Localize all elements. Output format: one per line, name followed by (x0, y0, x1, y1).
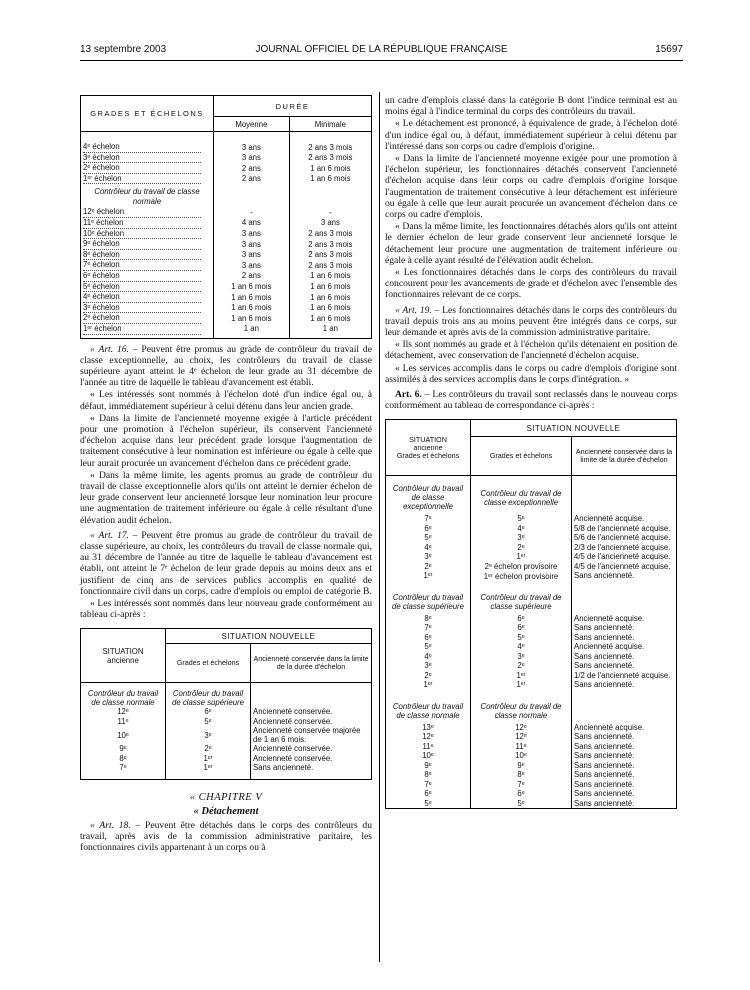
anciennete-cell: 4/5 de l'ancienneté acquise. (574, 561, 671, 571)
paragraph: un cadre d'emplois classé dans la catégorie B dont l'indice terminal est au moins égal à l'indice terminal du corps des contrôleurs du travail. (385, 95, 677, 118)
table-row (386, 552, 677, 562)
moyenne-cell: 3 ans (214, 260, 290, 271)
echelon-cell (81, 303, 214, 314)
section-empty (572, 476, 677, 515)
old-echelon-cell: 5ᵉ (386, 799, 471, 809)
table-row (386, 543, 677, 553)
new-echelon-cell: 1ᵉʳ (471, 680, 572, 690)
paragraph: « Dans la même limite, les fonctionnaires détachés alors qu'ils ont atteint le dernier échelon de leur grade conservent leur ancienneté lorsque le détachement leur procure une augmentation de traitement inférieure ou égale à celle ayant résulté de l'élévation audit échelon. (385, 221, 677, 266)
table1-head-minimale: Minimale (289, 117, 371, 132)
table-row (386, 770, 677, 780)
page-header (80, 44, 683, 58)
new-echelon-cell: 8ᵉ (471, 770, 572, 780)
table-row (386, 751, 677, 761)
new-echelon-cell: 2ᵉ (166, 744, 251, 754)
table-row (81, 163, 372, 174)
minimale-cell: 1 an 6 mois (289, 282, 371, 293)
old-echelon-cell: 9ᵉ (81, 744, 166, 754)
anciennete-cell: Ancienneté acquise. (574, 613, 645, 623)
new-echelon-cell: 3ᵉ (166, 726, 251, 744)
table-row (386, 661, 677, 671)
new-echelon-cell: 11ᵉ (471, 742, 572, 752)
minimale-cell: 2 ans 3 mois (289, 153, 371, 164)
anciennete-cell: Ancienneté acquise. (574, 642, 645, 652)
table2-head-situation: SITUATION (102, 646, 144, 656)
paragraph: « Les services accomplis dans le corps ou cadre d'emplois d'origine sont assimilés à des services accomplis dans le corps d'intégration. » (385, 362, 677, 385)
anciennete-cell: Sans ancienneté. (574, 770, 635, 780)
old-echelon-cell: 10ᵉ (386, 751, 471, 761)
section-new: Contrôleur du travail de classe normale (471, 690, 572, 723)
table-row (386, 652, 677, 662)
table1-head-duree: DURÉE (214, 96, 372, 117)
echelon-cell (81, 282, 214, 293)
moyenne-cell: 1 an 6 mois (214, 292, 290, 303)
minimale-cell: 1 an 6 mois (289, 303, 371, 314)
echelon-label: 6ᵉ échelon (83, 271, 201, 282)
section-old: Contrôleur du travail de classe exceptionnelle (386, 476, 471, 515)
moyenne-cell: 1 an (214, 324, 290, 335)
paragraph: « Les intéressés sont nommés à l'échelon doté d'un indice égal ou, à défaut, immédiatement supérieur à celui détenu dans leur ancien grade. (80, 389, 372, 412)
old-echelon-cell: 12ᵉ (81, 707, 166, 717)
old-echelon-cell: 10ᵉ (81, 726, 166, 744)
table-row (386, 723, 677, 733)
old-echelon-cell: 12ᵉ (386, 732, 471, 742)
echelon-cell (81, 260, 214, 271)
anciennete-cell: Ancienneté conservée. (253, 753, 333, 763)
echelon-label: 10ᵉ échelon (83, 229, 201, 240)
table-row (386, 732, 677, 742)
new-echelon-cell: 3ᵉ (471, 652, 572, 662)
echelon-cell (81, 324, 214, 335)
new-echelon-cell: 10ᵉ (471, 751, 572, 761)
table-row (81, 250, 372, 261)
table-row (386, 680, 677, 690)
section-empty (572, 690, 677, 723)
echelon-label: 2ᵉ échelon (83, 163, 201, 174)
anciennete-cell: 5/6 de l'ancienneté acquise. (574, 533, 671, 543)
old-echelon-cell: 7ᵉ (386, 780, 471, 790)
table-row (386, 742, 677, 752)
table2-head-ancienne: ancienne (107, 655, 139, 665)
echelon-duration-table (80, 95, 372, 339)
table2-head-grades: Grades et échelons (166, 644, 251, 683)
new-echelon-cell: 1ᵉʳ (471, 671, 572, 681)
minimale-cell: 2 ans 3 mois (289, 142, 371, 153)
new-echelon-cell: 1ᵉʳ (166, 763, 251, 773)
table3-head-ancienne: ancienne (413, 442, 443, 452)
echelon-cell (81, 207, 214, 218)
table-row (81, 763, 372, 773)
old-echelon-cell: 9ᵉ (386, 761, 471, 771)
section-row (386, 476, 677, 515)
article-6: Art. 6. – Les contrôleurs du travail sont reclassés dans le nouveau corps conformément au tableau de correspondance ci-après : (385, 389, 677, 412)
old-echelon-cell: 8ᵉ (386, 770, 471, 780)
moyenne-cell: 3 ans (214, 142, 290, 153)
new-echelon-cell: 6ᵉ (471, 789, 572, 799)
moyenne-cell: 2 ans (214, 271, 290, 282)
new-echelon-cell: 6ᵉ (471, 614, 572, 624)
echelon-cell (81, 239, 214, 250)
moyenne-cell: 3 ans (214, 239, 290, 250)
section-row (386, 581, 677, 614)
reclassement-table-supérieure (80, 628, 372, 780)
table1-head-grades: GRADES ET ÉCHELONS (81, 96, 214, 132)
echelon-label: 3ᵉ échelon (83, 153, 201, 164)
anciennete-cell: Ancienneté acquise. (574, 722, 645, 732)
new-echelon-cell: 6ᵉ (471, 623, 572, 633)
table-row (81, 726, 372, 744)
old-echelon-cell: 13ᵉ (386, 723, 471, 733)
anciennete-cell: 2/3 de l'ancienneté acquise. (574, 542, 671, 552)
echelon-cell (81, 218, 214, 229)
old-echelon-cell: 6ᵉ (386, 524, 471, 534)
new-echelon-cell: 2ᵉ échelon provisoire (471, 562, 572, 572)
minimale-cell: 1 an 6 mois (289, 174, 371, 185)
anciennete-cell: Sans ancienneté. (574, 798, 635, 808)
echelon-cell (81, 229, 214, 240)
table1-head-moyenne: Moyenne (214, 117, 290, 132)
new-echelon-cell: 2ᵉ (471, 543, 572, 553)
table-row (81, 303, 372, 314)
minimale-cell: 2 ans 3 mois (289, 250, 371, 261)
anciennete-cell: 5/8 de l'ancienneté acquise. (574, 523, 671, 533)
table-row (386, 799, 677, 809)
anciennete-cell: 1/2 de l'ancienneté acquise. (574, 670, 671, 680)
table-row (81, 142, 372, 153)
echelon-label: 5ᵉ échelon (83, 282, 201, 293)
anciennete-cell: Ancienneté conservée. (253, 716, 333, 726)
table-row (81, 229, 372, 240)
table-row (81, 260, 372, 271)
old-echelon-cell: 2ᵉ (386, 671, 471, 681)
new-echelon-cell: 6ᵉ (166, 707, 251, 717)
old-echelon-cell: 8ᵉ (386, 614, 471, 624)
minimale-cell: 1 an 6 mois (289, 271, 371, 282)
paragraph: « Dans la limite de l'ancienneté moyenne exigée pour une promotion à l'échelon supérieur, les fonctionnaires détachés conservent l'ancienneté d'échelon acquise dans leur corps ou cadre d'emplois d'origine lorsque l'augmentation de traitement consécutive à leur détachement est inférieure ou égale à celle que leur aurait procurée un avancement d'échelon dans ce corps ou cadre d'emplois. (385, 153, 677, 221)
moyenne-cell: - (214, 207, 290, 218)
anciennete-cell: Sans ancienneté. (574, 661, 635, 671)
anciennete-cell: Sans ancienneté. (574, 732, 635, 742)
echelon-label: 4ᵉ échelon (83, 142, 201, 153)
correspondance-table (385, 419, 677, 809)
anciennete-cell: 4/5 de l'ancienneté acquise. (574, 552, 671, 562)
old-echelon-cell: 6ᵉ (386, 633, 471, 643)
section-row (386, 690, 677, 723)
table2-head-anciennete: Ancienneté conservée dans la limite de la durée d'échelon (251, 644, 372, 683)
anciennete-cell: Sans ancienneté. (574, 571, 635, 581)
section-heading-detachement: « Détachement (193, 805, 259, 817)
old-echelon-cell: 4ᵉ (386, 543, 471, 553)
table-row (386, 789, 677, 799)
new-echelon-cell: 9ᵉ (471, 761, 572, 771)
section-new: Contrôleur du travail de classe supérieure (471, 581, 572, 614)
echelon-label: 4ᵉ échelon (83, 292, 201, 303)
old-echelon-cell: 1ᵉʳ (386, 571, 471, 581)
old-echelon-cell: 3ᵉ (386, 552, 471, 562)
anciennete-cell: Sans ancienneté. (574, 760, 635, 770)
new-echelon-cell: 5ᵉ (471, 799, 572, 809)
anciennete-cell: Sans ancienneté. (574, 632, 635, 642)
table-row (386, 514, 677, 524)
table3-head-grades-old: Grades et échelons (396, 450, 460, 460)
echelon-label: 3ᵉ échelon (83, 303, 201, 314)
table-row (81, 292, 372, 303)
new-echelon-cell: 12ᵉ (471, 732, 572, 742)
moyenne-cell: 1 an 6 mois (214, 313, 290, 324)
paragraph: « Ils sont nommés au grade et à l'échelon qu'ils détenaient en position de détachement, avec conservation de l'ancienneté d'échelon acquise. (385, 339, 677, 362)
new-echelon-cell: 5ᵉ (471, 633, 572, 643)
old-echelon-cell: 7ᵉ (386, 514, 471, 524)
echelon-label: 2ᵉ échelon (83, 313, 201, 324)
table2-head-nouvelle: SITUATION NOUVELLE (166, 629, 372, 644)
minimale-cell: 1 an (289, 324, 371, 335)
moyenne-cell: 3 ans (214, 229, 290, 240)
echelon-cell (81, 292, 214, 303)
minimale-cell: 3 ans (289, 218, 371, 229)
right-column (385, 95, 677, 809)
echelon-cell (81, 153, 214, 164)
minimale-cell: - (289, 207, 371, 218)
old-echelon-cell: 5ᵉ (386, 533, 471, 543)
anciennete-cell: Ancienneté conservée majorée de 1 an 6 mois. (253, 726, 361, 745)
echelon-label: 8ᵉ échelon (83, 250, 201, 261)
anciennete-cell: Ancienneté conservée. (253, 744, 333, 754)
table-row (386, 761, 677, 771)
header-page-number: 15697 (655, 44, 683, 55)
article-18: « Art. 18. – Peuvent être détachés dans le corps des contrôleurs du travail, après avis de la commission administrative paritaire, les fonctionnaires civils appartenant à un corps ou à (80, 819, 373, 854)
old-echelon-cell: 7ᵉ (386, 623, 471, 633)
moyenne-cell: 2 ans (214, 163, 290, 174)
table-row (81, 239, 372, 250)
table-row (81, 174, 372, 185)
table-row (81, 754, 372, 764)
new-echelon-cell: 1ᵉʳ (166, 754, 251, 764)
section-new: Contrôleur du travail de classe exceptionnelle (471, 476, 572, 515)
new-echelon-cell: 2ᵉ (471, 661, 572, 671)
old-echelon-cell: 8ᵉ (81, 754, 166, 764)
echelon-cell (81, 271, 214, 282)
table-row (81, 218, 372, 229)
old-echelon-cell: 1ᵉʳ (386, 680, 471, 690)
anciennete-cell: Sans ancienneté. (574, 623, 635, 633)
table-row (386, 671, 677, 681)
minimale-cell: 1 an 6 mois (289, 292, 371, 303)
echelon-label: 1ᵉʳ échelon (83, 174, 201, 185)
table-row (81, 207, 372, 218)
header-date: 13 septembre 2003 (80, 44, 167, 55)
table-row (81, 313, 372, 324)
section-empty (572, 581, 677, 614)
minimale-cell: 1 an 6 mois (289, 313, 371, 324)
minimale-cell: 2 ans 3 mois (289, 260, 371, 271)
paragraph: « Le détachement est prononcé, à équivalence de grade, à l'échelon doté d'un indice égal ou, à défaut, immédiatement supérieur à celui détenu par l'intéressé dans son corps ou cadre d'emplois d'origine. (385, 118, 677, 152)
new-echelon-cell: 4ᵉ (471, 524, 572, 534)
new-echelon-cell: 7ᵉ (471, 780, 572, 790)
table-row (81, 271, 372, 282)
echelon-cell (81, 174, 214, 185)
paragraph: « Dans la même limite, les agents promus au grade de contrôleur du travail de classe exceptionnelle alors qu'ils ont atteint le dernier échelon de leur grade conservent leur ancienneté lorsque leur nomination leur procure une augmentation de traitement inférieure ou égale à celle résultant d'une élévation audit échelon. (80, 469, 372, 526)
moyenne-cell: 1 an 6 mois (214, 303, 290, 314)
echelon-cell (81, 313, 214, 324)
table-row (386, 780, 677, 790)
table3-head-anciennete: Ancienneté conservée dans la limite de la durée d'échelon (572, 437, 677, 476)
table-row (386, 633, 677, 643)
echelon-label: 11ᵉ échelon (83, 218, 201, 229)
article-19: « Art. 19. – Les fonctionnaires détachés dans le corps des contrôleurs du travail depuis trois ans au moins peuvent être intégrés dans ce corps, sur leur demande et après avis de la commission administrative paritaire. (385, 304, 677, 339)
new-echelon-cell: 3ᵉ (471, 533, 572, 543)
moyenne-cell: 3 ans (214, 153, 290, 164)
anciennete-cell: Sans ancienneté. (574, 789, 635, 799)
echelon-cell (81, 163, 214, 174)
chapter-heading: « CHAPITRE V (189, 791, 263, 803)
moyenne-cell: 3 ans (214, 250, 290, 261)
old-echelon-cell: 6ᵉ (386, 789, 471, 799)
table-row (81, 324, 372, 335)
anciennete-cell: Sans ancienneté. (253, 763, 314, 773)
table-row (81, 282, 372, 293)
echelon-label: 1ᵉʳ échelon (83, 324, 201, 335)
old-echelon-cell: 5ᵉ (386, 642, 471, 652)
anciennete-cell: Ancienneté acquise. (574, 514, 645, 524)
moyenne-cell: 1 an 6 mois (214, 282, 290, 293)
minimale-cell: 2 ans 3 mois (289, 229, 371, 240)
paragraph: « Les intéressés sont nommés dans leur nouveau grade conformément au tableau ci-après : (80, 597, 372, 621)
new-echelon-cell: 12ᵉ (471, 723, 572, 733)
old-echelon-cell: 4ᵉ (386, 652, 471, 662)
new-echelon-cell: 5ᵉ (166, 717, 251, 727)
table2-section-old: Contrôleur du travail de classe normale (81, 683, 166, 708)
old-echelon-cell: 11ᵉ (81, 717, 166, 727)
table-row (386, 571, 677, 581)
table-row (81, 707, 372, 717)
paragraph: « Dans la limite de l'ancienneté moyenne exigée à l'article précédent pour une promotion à l'échelon supérieur, ils conservent l'ancienneté d'échelon acquise dans leur précédent grade lorsque l'augmentation de traitement consécutive à leur nomination est inférieure ou égale à celle que leur aurait procurée un avancement d'échelon dans ce précédent grade. (80, 412, 372, 469)
table3-head-nouvelle: SITUATION NOUVELLE (471, 420, 677, 437)
minimale-cell: 1 an 6 mois (289, 163, 371, 174)
new-echelon-cell: 1ᵉʳ (471, 552, 572, 562)
echelon-label: 12ᵉ échelon (83, 207, 201, 218)
table3-head-grades: Grades et échelons (471, 437, 572, 476)
column-divider (379, 92, 380, 962)
table-row (386, 533, 677, 543)
moyenne-cell: 4 ans (214, 218, 290, 229)
anciennete-cell: Sans ancienneté. (574, 651, 635, 661)
section-old: Contrôleur du travail de classe supérieure (386, 581, 471, 614)
old-echelon-cell: 11ᵉ (386, 742, 471, 752)
anciennete-cell: Sans ancienneté. (574, 779, 635, 789)
echelon-label: 7ᵉ échelon (83, 260, 201, 271)
old-echelon-cell: 7ᵉ (81, 763, 166, 773)
table2-section-new: Contrôleur du travail de classe supérieure (166, 683, 251, 708)
anciennete-cell: Sans ancienneté. (574, 741, 635, 751)
table3-head-situation: SITUATION (409, 434, 447, 444)
anciennete-cell: Sans ancienneté. (574, 751, 635, 761)
echelon-cell (81, 142, 214, 153)
new-echelon-cell: 5ᵉ (471, 514, 572, 524)
header-title: JOURNAL OFFICIEL DE LA RÉPUBLIQUE FRANÇAISE (255, 44, 508, 55)
new-echelon-cell: 1ᵉʳ échelon provisoire (471, 571, 572, 581)
header-rule (80, 60, 683, 61)
echelon-label: 9ᵉ échelon (83, 239, 201, 250)
anciennete-cell: Sans ancienneté. (574, 680, 635, 690)
paragraph: « Les fonctionnaires détachés dans le corps des contrôleurs du travail concourent pour les avancements de grade et d'échelon avec l'ensemble des fonctionnaires relevant de ce corps. (385, 267, 677, 301)
anciennete-cell: Ancienneté conservée. (253, 707, 333, 717)
table1-section-normale: Contrôleur du travail de classe normale (81, 184, 214, 207)
section-old: Contrôleur du travail de classe normale (386, 690, 471, 723)
table-row (386, 614, 677, 624)
old-echelon-cell: 3ᵉ (386, 661, 471, 671)
table-row (386, 562, 677, 572)
old-echelon-cell: 2ᵉ (386, 562, 471, 572)
table-row (81, 744, 372, 754)
table-row (386, 623, 677, 633)
minimale-cell: 2 ans 3 mois (289, 239, 371, 250)
table-row (81, 717, 372, 727)
echelon-cell (81, 250, 214, 261)
table-row (386, 524, 677, 534)
moyenne-cell: 2 ans (214, 174, 290, 185)
table-row (386, 642, 677, 652)
new-echelon-cell: 4ᵉ (471, 642, 572, 652)
left-column (80, 95, 372, 853)
table-row (81, 153, 372, 164)
article-17: « Art. 17. – Peuvent être promus au grade de contrôleur du travail de classe supérieure, au choix, les contrôleurs du travail de classe normale qui, au 31 décembre de l'année au titre de laquelle le tableau d'avancement est établi, ont atteint le 7ᵉ échelon de leur grade depuis au moins deux ans et justifient de cinq ans de services publics accomplis en qualité de fonctionnaire civil dans un corps, cadre d'emplois ou emploi de catégorie B. (80, 529, 372, 597)
article-16: « Art. 16. – Peuvent être promus au grade de contrôleur du travail de classe exceptionnelle, au choix, les contrôleurs du travail de classe supérieure ayant atteint le 4ᵉ échelon de leur grade au 31 décembre de l'année au titre de laquelle le tableau d'avancement est établi. (80, 343, 372, 389)
